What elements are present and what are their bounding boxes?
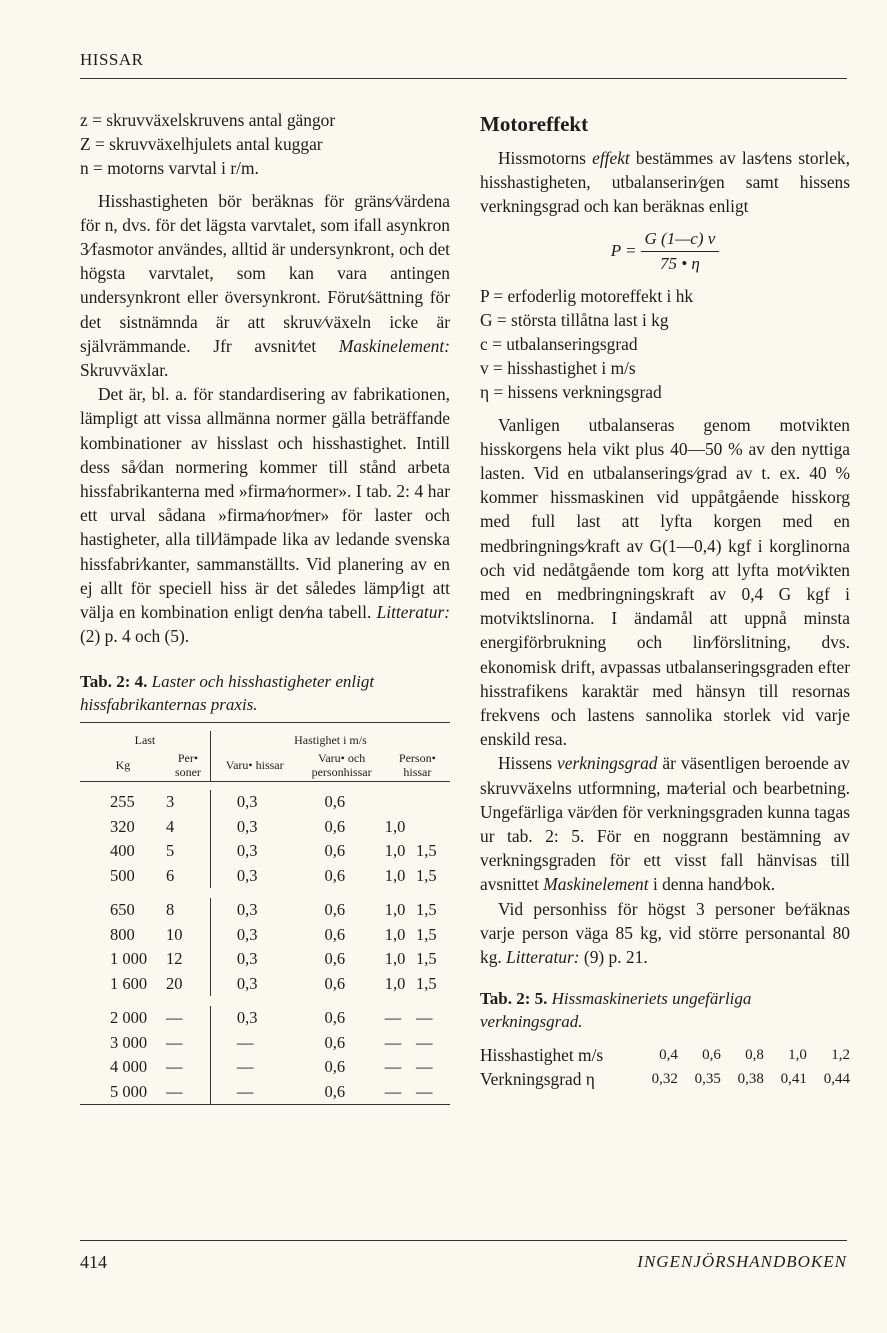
definition-n-line: n = motorns varvtal i r/m. [80, 158, 259, 179]
table-row [80, 790, 450, 815]
col-header-varu-och-personhissar: Varu• och personhissar [311, 751, 372, 780]
paragraph-text: Det är, bl. a. för standardisering av fabrikationen, lämpligt att vissa allmänna normer gälla beträffande kombinationer av hisslast och hisshastighet. Intill dess så⁄dan normering kommer till stånd arbeta hissfabrikanterna med »firma⁄normer». I tab. 2: 4 har ett urval sådana »firma⁄nor⁄mer» för laster och hastigheter, alla till⁄lämpade lika av ledande svenska hissfabri⁄kanter, sammanställts. Vid planering av en ej allt för speciell hiss är det således lämp⁄ligt att välja en kombination enligt den⁄na tabell. [80, 384, 450, 623]
table-cell: — [166, 1080, 210, 1105]
table-cell: 320 [110, 816, 135, 836]
emphasis-text: effekt [592, 148, 630, 168]
table-cell: 1,0 [384, 900, 406, 920]
table-row [80, 898, 450, 923]
table-cell: 500 [110, 865, 135, 885]
table-cell: — [415, 1008, 433, 1028]
header-rule [80, 78, 847, 79]
definition-eta-line: η = hissens verkningsgrad [480, 382, 662, 403]
definition-Z-line: Z = skruvväxelhjulets antal kuggar [80, 134, 323, 155]
col-header-hastighet: Hastighet i m/s [294, 733, 367, 748]
table-row [80, 1080, 450, 1105]
col-header-personhissar: Person• hissar [398, 751, 436, 780]
table-cell: 0,6 [324, 973, 346, 993]
table-row [80, 815, 450, 840]
table-cell: — [236, 1057, 254, 1077]
table-cell [385, 790, 416, 815]
table-cell: 1,5 [415, 924, 437, 944]
formula-fraction [641, 229, 720, 274]
table-top-rule [80, 722, 450, 723]
table-cell: 1,0 [384, 865, 406, 885]
table-row [80, 1006, 450, 1031]
cross-reference: Maskinelement [543, 874, 649, 895]
table-cell: 1,0 [384, 924, 406, 944]
table-cell: 5 000 [110, 1081, 148, 1101]
table-cell: 0,35 [694, 1071, 721, 1088]
table-caption [80, 670, 450, 716]
table-cell: 650 [110, 900, 135, 920]
table-cell: — [415, 1057, 433, 1077]
table-cell: 2 000 [110, 1008, 148, 1028]
table-cell: 0,32 [651, 1071, 678, 1088]
emphasis-text: verkningsgrad [557, 753, 658, 774]
table-cell: 0,3 [236, 900, 258, 920]
page-number: 414 [80, 1252, 107, 1272]
table-cell: — [236, 1032, 254, 1052]
table-cell: 0,6 [324, 792, 346, 812]
table-cell: — [384, 1081, 402, 1101]
table-cell: 8 [166, 898, 210, 923]
table-cell: 0,6 [324, 1081, 346, 1101]
rule-cell [80, 1105, 450, 1107]
formula-denominator: 75 • η [659, 253, 700, 273]
table-cell: 4 000 [110, 1057, 148, 1077]
table-cell: 400 [110, 841, 135, 861]
paragraph-standardisering [80, 382, 450, 648]
table-cell: 0,3 [236, 865, 258, 885]
table-cell: 0,8 [745, 1047, 764, 1064]
table-cell: 0,44 [823, 1071, 850, 1088]
paragraph-intro [480, 146, 850, 219]
table-cell: 0,3 [236, 792, 258, 812]
book-title: INGENJÖRSHANDBOKEN [637, 1252, 847, 1271]
table-cell: — [415, 1081, 433, 1101]
table-row [80, 1055, 450, 1080]
group-spacer [80, 996, 450, 1006]
table-cell: 800 [110, 924, 135, 944]
table-cell: — [166, 1055, 210, 1080]
table-cell: 10 [166, 923, 210, 948]
table-title: Hissmaskineriets ungefärliga verkningsgrad. [480, 989, 752, 1032]
load-speed-table [80, 731, 450, 1106]
literature-label: Litteratur: [376, 602, 450, 623]
paragraph-utbalansering: Vanligen utbalanseras genom motvikten hisskorgens hela vikt plus 40—50 % av den nyttiga lasten. Vid en utbalanserings⁄grad av t. ex. 40 % kommer hissmaskinen vid uppåtgående hisskorg med full last att lyfta korgen med en medbringnings⁄kraft av G(1—0,4) kgf i korglinorna och vid nedåtgående tom korg att lyfta mot⁄vikten med en medbringningskraft av 0,4 G kgf i motviktslinorna. I ändamål att uppnå minsta energiförbrukning och lin⁄förslitning, dvs. ekonomisk drift, avpassas utbalanseringsgraden efter hisstrafikens karaktär med hänsyn till resornas frekvens och lastens sannolika storlek vid varje enskild resa. [480, 414, 850, 750]
power-formula [480, 229, 850, 274]
literature-label: Litteratur: [506, 947, 580, 968]
table-cell: 1,0 [384, 949, 406, 969]
table-cell: 0,3 [236, 949, 258, 969]
table-row [80, 947, 450, 972]
paragraph-text: Vid personhiss för högst 3 personer be⁄räknas varje person väga 85 kg, vid större personantal 80 kg. [480, 898, 850, 968]
table-cell: 1,0 [384, 841, 406, 861]
efficiency-table [480, 1043, 850, 1091]
table-row [80, 972, 450, 997]
paragraph-text: Hissmotorns [498, 148, 586, 168]
running-header: HISSAR [80, 50, 144, 69]
table-cell: 0,6 [702, 1047, 721, 1064]
table-cell: — [384, 1057, 402, 1077]
right-column [480, 108, 850, 1091]
literature-refs: (9) p. 21. [583, 947, 648, 968]
paragraph-text: Skruvväxlar. [80, 360, 169, 381]
definition-P-line: P = erfoderlig motoreffekt i hk [480, 285, 694, 306]
table-cell: 1 000 [110, 949, 148, 969]
definition-G-line: G = största tillåtna last i kg [480, 309, 669, 330]
table-cell: 0,38 [737, 1071, 764, 1088]
table-cell: 3 [166, 790, 210, 815]
table-cell: — [236, 1081, 254, 1101]
table-cell: — [384, 1008, 402, 1028]
col-header-varuhissar: Varu• hissar [225, 758, 284, 773]
row-label-verkningsgrad: Verkningsgrad η [480, 1069, 595, 1090]
table-cell: 1,5 [415, 841, 437, 861]
table-cell: 12 [166, 947, 210, 972]
table-row [80, 1031, 450, 1056]
table-cell: 0,6 [324, 900, 346, 920]
table-cell: 1,0 [788, 1047, 807, 1064]
table-cell: 0,3 [236, 973, 258, 993]
table-cell: 0,6 [324, 1008, 346, 1028]
table-bottom-rule [80, 1105, 450, 1107]
table-cell: 0,4 [659, 1047, 678, 1064]
table-cell: 4 [166, 815, 210, 840]
footer-rule [80, 1240, 847, 1241]
table-cell: 0,3 [236, 924, 258, 944]
table-cell: — [166, 1031, 210, 1056]
table-cell: 255 [110, 792, 135, 812]
col-header-last: Last [80, 731, 210, 749]
paragraph-text: är väsentligen beroende av skruvväxelns utformning, ma⁄terial och bearbetning. Ungefärliga vär⁄den för verkningsgraden kunna tagas ur tab. 2: 5. För en noggrann bestämning av verkningsgraden för ett visst fall hänvisas till avsnittet [480, 753, 850, 895]
table-cell: 0,6 [324, 841, 346, 861]
paragraph-text: Hisshastigheten bör beräknas för gräns⁄värdena för n, dvs. för det lägsta varvtalet, som ifall asynkron 3⁄fasmotor användes, alltid är undersynkront, och det högsta varvtalet, som kan vara antingen undersynkront eller översynkront. Förut⁄sättning för det sistnämnda är att skruv⁄växeln icke är självrämmande. Jfr avsnit⁄tet [80, 190, 450, 356]
table-label: Tab. 2: 5. [480, 989, 548, 1009]
paragraph-personhiss [480, 897, 850, 970]
paragraph-text: bestämmes av las⁄tens storlek, hisshastigheten, utbalanserin⁄gen samt hissens verkningsgrad och kan beräknas enligt [480, 148, 850, 217]
left-column [80, 108, 450, 1106]
table-cell: — [384, 1032, 402, 1052]
table-cell [416, 790, 450, 815]
table-cell: 1,5 [415, 973, 437, 993]
section-heading: Motoreffekt [480, 112, 589, 136]
table-cell: 0,3 [236, 816, 258, 836]
table-title: Laster och hisshastigheter enligt hissfabrikanternas praxis. [80, 672, 375, 715]
table-cell: 0,6 [324, 816, 346, 836]
row-label-hisshastighet: Hisshastighet m/s [480, 1045, 604, 1066]
definition-z-line: z = skruvväxelskruvens antal gängor [80, 110, 336, 130]
table-caption [480, 987, 850, 1033]
table-cell: 0,6 [324, 924, 346, 944]
paragraph-verkningsgrad [480, 751, 850, 896]
table-cell: 1 600 [110, 973, 148, 993]
table-cell: 0,3 [236, 1008, 258, 1028]
literature-refs: (2) p. 4 och (5). [80, 626, 190, 647]
paragraph-text: i denna hand⁄bok. [652, 874, 776, 895]
table-cell: 0,6 [324, 865, 346, 885]
paragraph-text: Hissens [498, 753, 553, 774]
table-cell: 20 [166, 972, 210, 997]
table-cell: 1,2 [831, 1047, 850, 1064]
table-cell: 1,5 [415, 900, 437, 920]
table-cell [416, 815, 450, 840]
paragraph-hisshastighet [80, 189, 450, 383]
table-cell: 1,5 [415, 949, 437, 969]
table-cell: 0,6 [324, 1057, 346, 1077]
table-cell: 1,0 [384, 973, 406, 993]
col-header-kg: Kg [115, 758, 131, 773]
formula-lhs: P = [610, 241, 637, 260]
table-row [80, 923, 450, 948]
table-row [480, 1067, 850, 1091]
table-cell: 5 [166, 839, 210, 864]
table-cell: 3 000 [110, 1032, 148, 1052]
definition-v-line: v = hisshastighet i m/s [480, 358, 636, 379]
spacer-cell [80, 996, 450, 1006]
table-cell: 0,3 [236, 841, 258, 861]
formula-numerator: G (1—c) v [641, 229, 720, 252]
col-header-personer: Per• soner [166, 749, 210, 782]
table-cell: 0,41 [780, 1071, 807, 1088]
cross-reference: Maskinelement: [338, 335, 450, 356]
spacer-cell [80, 888, 450, 898]
table-row [480, 1043, 850, 1067]
table-cell: 6 [166, 864, 210, 889]
table-cell: 1,0 [384, 816, 406, 836]
table-cell: 0,6 [324, 949, 346, 969]
table-row [80, 864, 450, 889]
table-row [80, 839, 450, 864]
table-cell: — [166, 1006, 210, 1031]
table-cell: — [415, 1032, 433, 1052]
table-cell: 1,5 [415, 865, 437, 885]
group-spacer [80, 888, 450, 898]
definition-c-line: c = utbalanseringsgrad [480, 334, 638, 355]
table-cell: 0,6 [324, 1032, 346, 1052]
table-label: Tab. 2: 4. [80, 672, 148, 692]
